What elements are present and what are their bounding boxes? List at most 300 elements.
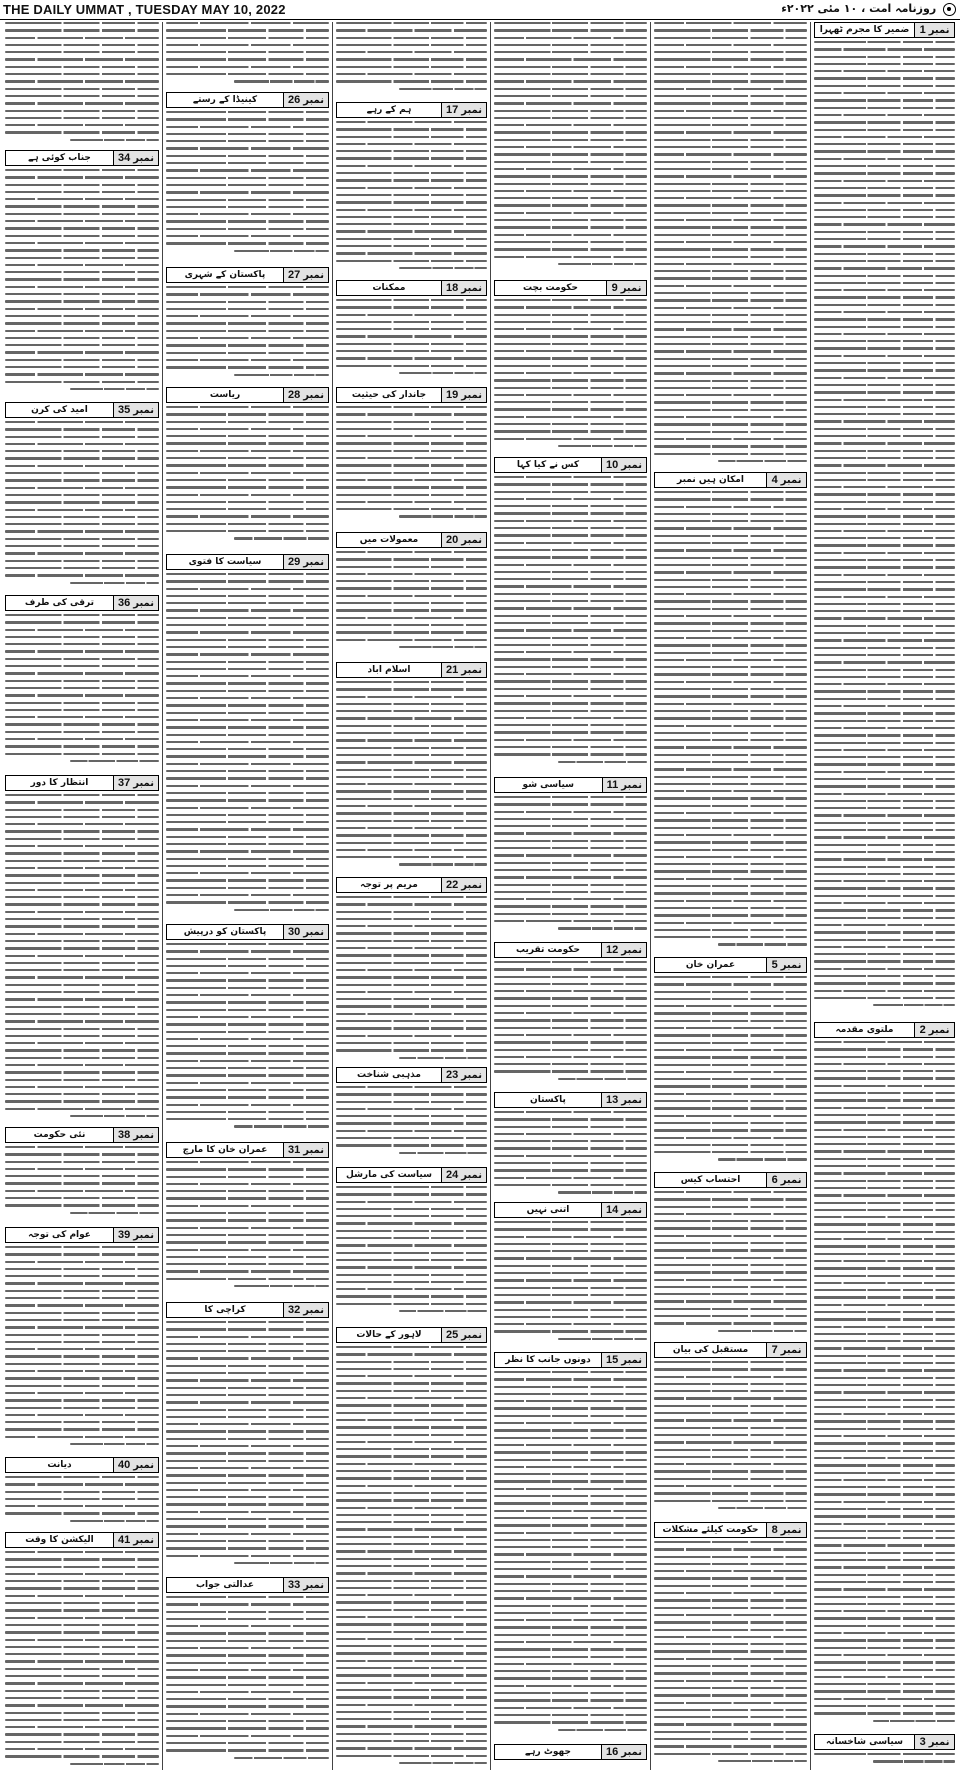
text-line xyxy=(336,754,487,756)
text-line xyxy=(494,1488,647,1490)
text-line xyxy=(336,587,487,589)
text-line xyxy=(654,358,807,360)
text-line xyxy=(814,1260,955,1262)
text-line xyxy=(814,939,955,941)
text-line xyxy=(814,515,955,517)
text-line xyxy=(654,892,807,894)
text-line xyxy=(654,557,807,559)
text-line xyxy=(494,898,647,900)
text-line xyxy=(5,1304,159,1306)
text-line xyxy=(5,1602,159,1604)
text-line xyxy=(654,849,807,851)
text-line xyxy=(814,1661,955,1663)
text-line xyxy=(5,911,159,913)
text-line xyxy=(166,1249,329,1251)
text-line xyxy=(336,1397,487,1399)
text-line xyxy=(336,165,487,167)
text-line xyxy=(166,814,329,816)
section-number-label: نمبر xyxy=(133,152,154,164)
text-line xyxy=(814,143,955,145)
text-line xyxy=(336,121,487,123)
text-line xyxy=(336,1652,487,1654)
text-line xyxy=(166,828,329,830)
text-line xyxy=(494,1502,647,1504)
text-line xyxy=(494,306,647,308)
text-line xyxy=(336,1404,487,1406)
text-line xyxy=(166,1662,329,1664)
text-line xyxy=(654,498,807,500)
text-line xyxy=(814,493,955,495)
section-heading xyxy=(166,924,329,940)
text-line xyxy=(494,512,647,514)
text-line xyxy=(814,1610,955,1612)
text-line xyxy=(494,124,647,126)
article-text-block xyxy=(814,41,955,1019)
text-line xyxy=(494,1287,647,1289)
text-line xyxy=(336,1259,487,1261)
text-line xyxy=(494,876,647,878)
text-line xyxy=(5,745,159,747)
text-line xyxy=(494,1575,647,1577)
text-line xyxy=(166,1074,329,1076)
text-line xyxy=(166,1452,329,1454)
text-line xyxy=(654,571,807,573)
text-line xyxy=(336,1274,487,1276)
text-line xyxy=(336,1580,487,1582)
text-line xyxy=(5,650,159,652)
text-line xyxy=(654,1049,807,1051)
text-line xyxy=(234,537,329,539)
text-line xyxy=(494,1169,647,1171)
text-line xyxy=(336,136,487,138)
text-line xyxy=(654,1745,807,1747)
text-line xyxy=(494,803,647,805)
text-line xyxy=(814,756,955,758)
article-text-block xyxy=(336,299,487,384)
text-line xyxy=(166,1713,329,1715)
text-line xyxy=(166,1001,329,1003)
text-line xyxy=(814,778,955,780)
text-line xyxy=(654,991,807,993)
text-line xyxy=(814,275,955,277)
article-text-block xyxy=(494,1221,647,1349)
text-line xyxy=(5,845,159,847)
text-line xyxy=(814,1311,955,1313)
section-title: امکان ہیں نمبر xyxy=(677,475,744,485)
text-line xyxy=(494,1316,647,1318)
text-line xyxy=(5,1146,159,1148)
text-line xyxy=(494,832,647,834)
text-line xyxy=(814,1136,955,1138)
text-line xyxy=(5,205,159,207)
text-line xyxy=(654,703,807,705)
text-line xyxy=(654,1738,807,1740)
text-line xyxy=(814,92,955,94)
text-line xyxy=(814,603,955,605)
text-line xyxy=(814,1369,955,1371)
text-line xyxy=(336,1093,487,1095)
text-line xyxy=(814,1450,955,1452)
section-heading xyxy=(494,1352,647,1368)
text-line xyxy=(336,812,487,814)
text-line xyxy=(5,1348,159,1350)
text-line xyxy=(166,322,329,324)
text-line xyxy=(336,849,487,851)
text-line xyxy=(814,829,955,831)
section-number-label: نمبر xyxy=(461,282,482,294)
text-line xyxy=(654,1220,807,1222)
text-line xyxy=(494,1393,647,1395)
section-number-box xyxy=(601,458,646,472)
article-text-block xyxy=(336,121,487,277)
article-text-block xyxy=(336,406,487,529)
text-line xyxy=(494,1539,647,1541)
text-line xyxy=(166,588,329,590)
text-line xyxy=(166,879,329,881)
text-line xyxy=(494,394,647,396)
section-title: ملتوی مقدمہ xyxy=(835,1025,894,1035)
text-line xyxy=(494,1597,647,1599)
section-heading xyxy=(166,554,329,570)
text-line xyxy=(718,1158,807,1160)
text-line xyxy=(558,1191,647,1193)
section-heading xyxy=(494,280,647,296)
text-line xyxy=(5,1064,159,1066)
text-line xyxy=(336,299,487,301)
text-line xyxy=(814,785,955,787)
text-line xyxy=(654,812,807,814)
text-line xyxy=(336,1528,487,1530)
article-text-block xyxy=(494,961,647,1089)
section-number-label: نمبر xyxy=(303,1579,324,1591)
text-line xyxy=(654,1242,807,1244)
text-line xyxy=(814,1596,955,1598)
text-line xyxy=(166,1205,329,1207)
text-line xyxy=(494,1546,647,1548)
text-line xyxy=(5,1312,159,1314)
section-title: جناب کوئی ہے xyxy=(28,153,91,163)
text-line xyxy=(5,1297,159,1299)
text-line xyxy=(494,811,647,813)
text-line xyxy=(5,366,159,368)
text-line xyxy=(654,270,807,272)
text-line xyxy=(336,143,487,145)
section-number: 37 xyxy=(117,777,131,789)
article-text-block xyxy=(166,406,329,551)
text-line xyxy=(166,421,329,423)
text-line xyxy=(654,423,807,425)
text-line xyxy=(166,1016,329,1018)
text-line xyxy=(814,209,955,211)
text-line xyxy=(166,1176,329,1178)
section-heading xyxy=(494,457,647,473)
text-line xyxy=(814,822,955,824)
text-line xyxy=(166,836,329,838)
text-line xyxy=(654,328,807,330)
text-line xyxy=(654,190,807,192)
text-line xyxy=(5,1334,159,1336)
column-5 xyxy=(162,22,332,1770)
text-line xyxy=(654,841,807,843)
text-line xyxy=(336,747,487,749)
text-line xyxy=(654,1419,807,1421)
text-line xyxy=(336,421,487,423)
text-line xyxy=(5,809,159,811)
text-line xyxy=(5,95,159,97)
section-title: معمولات میں xyxy=(359,535,419,545)
text-line xyxy=(814,1639,955,1641)
text-line xyxy=(166,950,329,952)
text-line xyxy=(234,1125,329,1127)
text-line xyxy=(494,847,647,849)
text-line xyxy=(654,593,807,595)
text-line xyxy=(5,1697,159,1699)
text-line xyxy=(166,1496,329,1498)
text-line xyxy=(814,114,955,116)
text-line xyxy=(494,168,647,170)
text-line xyxy=(814,1070,955,1072)
text-line xyxy=(166,1669,329,1671)
text-line xyxy=(336,1609,487,1611)
text-line xyxy=(654,900,807,902)
text-line xyxy=(654,1548,807,1550)
text-line xyxy=(166,1321,329,1323)
section-number: 13 xyxy=(605,1094,619,1106)
text-line xyxy=(166,704,329,706)
text-line xyxy=(166,1691,329,1693)
text-line xyxy=(654,652,807,654)
text-line xyxy=(654,1397,807,1399)
text-line xyxy=(494,1063,647,1065)
section-heading xyxy=(336,102,487,118)
text-line xyxy=(814,1289,955,1291)
text-line xyxy=(814,909,955,911)
text-line xyxy=(494,95,647,97)
text-line xyxy=(166,1263,329,1265)
text-line xyxy=(814,70,955,72)
text-line xyxy=(166,435,329,437)
text-line xyxy=(654,637,807,639)
text-line xyxy=(814,1435,955,1437)
text-line xyxy=(166,1482,329,1484)
text-line xyxy=(336,631,487,633)
text-line xyxy=(654,1122,807,1124)
text-line xyxy=(814,362,955,364)
text-line xyxy=(336,739,487,741)
text-line xyxy=(166,1727,329,1729)
article-text-block xyxy=(814,1753,955,1770)
text-line xyxy=(494,212,647,214)
text-line xyxy=(814,107,955,109)
text-line xyxy=(336,1353,487,1355)
text-line xyxy=(654,885,807,887)
text-line xyxy=(166,133,329,135)
text-line xyxy=(5,80,159,82)
section-title: احتساب کیس xyxy=(680,1175,741,1185)
text-line xyxy=(399,515,487,517)
text-line xyxy=(5,337,159,339)
text-line xyxy=(654,431,807,433)
section-title: عدالتی جواب xyxy=(196,1580,254,1590)
text-line xyxy=(336,558,487,560)
text-line xyxy=(166,1227,329,1229)
text-line xyxy=(814,1304,955,1306)
text-line xyxy=(5,723,159,725)
text-line xyxy=(336,842,487,844)
text-line xyxy=(814,1486,955,1488)
text-line xyxy=(654,1650,807,1652)
text-line xyxy=(166,639,329,641)
text-line xyxy=(5,1071,159,1073)
section-number: 32 xyxy=(287,1304,301,1316)
section-number-box xyxy=(766,958,806,972)
section-title: دونوں جانب کا نظر xyxy=(505,1355,591,1365)
text-line xyxy=(814,566,955,568)
text-line xyxy=(654,22,807,24)
text-line xyxy=(5,1690,159,1692)
text-line xyxy=(166,1460,329,1462)
text-line xyxy=(5,969,159,971)
text-line xyxy=(166,1067,329,1069)
text-line xyxy=(166,58,329,60)
text-line xyxy=(814,523,955,525)
section-number: 27 xyxy=(287,269,301,281)
text-line xyxy=(166,359,329,361)
text-line xyxy=(494,161,647,163)
section-number-box xyxy=(441,1328,486,1342)
text-line xyxy=(654,819,807,821)
section-number-box xyxy=(441,281,486,295)
text-line xyxy=(5,933,159,935)
text-line xyxy=(654,88,807,90)
text-line xyxy=(234,1757,329,1759)
article-text-block xyxy=(336,1346,487,1770)
text-line xyxy=(654,1412,807,1414)
text-line xyxy=(166,1640,329,1642)
section-number: 28 xyxy=(287,389,301,401)
section-number: 21 xyxy=(445,664,459,676)
text-line xyxy=(494,1294,647,1296)
text-line xyxy=(873,1720,955,1722)
text-line xyxy=(654,622,807,624)
text-line xyxy=(654,66,807,68)
text-line xyxy=(654,241,807,243)
text-line xyxy=(814,1625,955,1627)
section-number: 8 xyxy=(771,1524,778,1536)
text-line xyxy=(494,571,647,573)
masthead xyxy=(0,0,960,20)
text-line xyxy=(5,680,159,682)
section-title: عوام کی توجہ xyxy=(28,1230,91,1240)
text-line xyxy=(166,118,329,120)
text-line xyxy=(166,1372,329,1374)
section-number-label: نمبر xyxy=(621,1094,642,1106)
text-line xyxy=(5,1093,159,1095)
text-line xyxy=(494,1041,647,1043)
section-number-box xyxy=(766,1523,806,1537)
text-line xyxy=(814,77,955,79)
text-line xyxy=(336,617,487,619)
text-line xyxy=(494,1648,647,1650)
text-line xyxy=(494,1429,647,1431)
section-heading xyxy=(5,1227,159,1243)
section-number-label: نمبر xyxy=(621,1354,642,1366)
text-line xyxy=(654,929,807,931)
text-line xyxy=(814,946,955,948)
text-line xyxy=(5,1399,159,1401)
text-line xyxy=(494,702,647,704)
text-line xyxy=(5,421,159,423)
text-line xyxy=(494,739,647,741)
text-line xyxy=(494,1605,647,1607)
text-line xyxy=(654,37,807,39)
text-line xyxy=(5,1319,159,1321)
text-line xyxy=(494,88,647,90)
text-line xyxy=(336,365,487,367)
text-line xyxy=(166,573,329,575)
text-line xyxy=(814,1654,955,1656)
text-line xyxy=(336,925,487,927)
text-line xyxy=(814,180,955,182)
text-line xyxy=(336,128,487,130)
text-line xyxy=(654,491,807,493)
text-line xyxy=(5,1370,159,1372)
text-line xyxy=(654,321,807,323)
text-line xyxy=(166,1089,329,1091)
text-line xyxy=(336,1115,487,1117)
text-line xyxy=(166,631,329,633)
text-line xyxy=(814,1523,955,1525)
text-line xyxy=(336,350,487,352)
text-line xyxy=(336,230,487,232)
text-line xyxy=(166,843,329,845)
text-line xyxy=(234,1562,329,1564)
text-line xyxy=(814,990,955,992)
text-line xyxy=(5,1660,159,1662)
article-text-block xyxy=(654,976,807,1169)
text-line xyxy=(5,1587,159,1589)
text-line xyxy=(5,1646,159,1648)
text-line xyxy=(494,22,647,24)
text-line xyxy=(5,1049,159,1051)
text-line xyxy=(399,267,487,269)
section-number-box xyxy=(766,1173,806,1187)
section-title: پاکستان کو درپیش xyxy=(183,927,267,937)
text-line xyxy=(5,257,159,259)
article-text-block xyxy=(5,794,159,1124)
text-line xyxy=(5,1617,159,1619)
text-line xyxy=(336,1477,487,1479)
text-line xyxy=(654,1361,807,1363)
text-line xyxy=(494,976,647,978)
text-line xyxy=(654,226,807,228)
text-line xyxy=(814,887,955,889)
text-line xyxy=(5,102,159,104)
text-line xyxy=(494,1721,647,1723)
column-1 xyxy=(810,22,958,1770)
text-line xyxy=(5,702,159,704)
text-line xyxy=(494,256,647,258)
section-title: سیاست کا فتوی xyxy=(188,557,262,567)
text-line xyxy=(5,494,159,496)
text-line xyxy=(494,335,647,337)
text-line xyxy=(494,1301,647,1303)
text-line xyxy=(654,1308,807,1310)
text-line xyxy=(494,983,647,985)
text-line xyxy=(5,694,159,696)
text-line xyxy=(234,374,329,376)
text-line xyxy=(5,731,159,733)
